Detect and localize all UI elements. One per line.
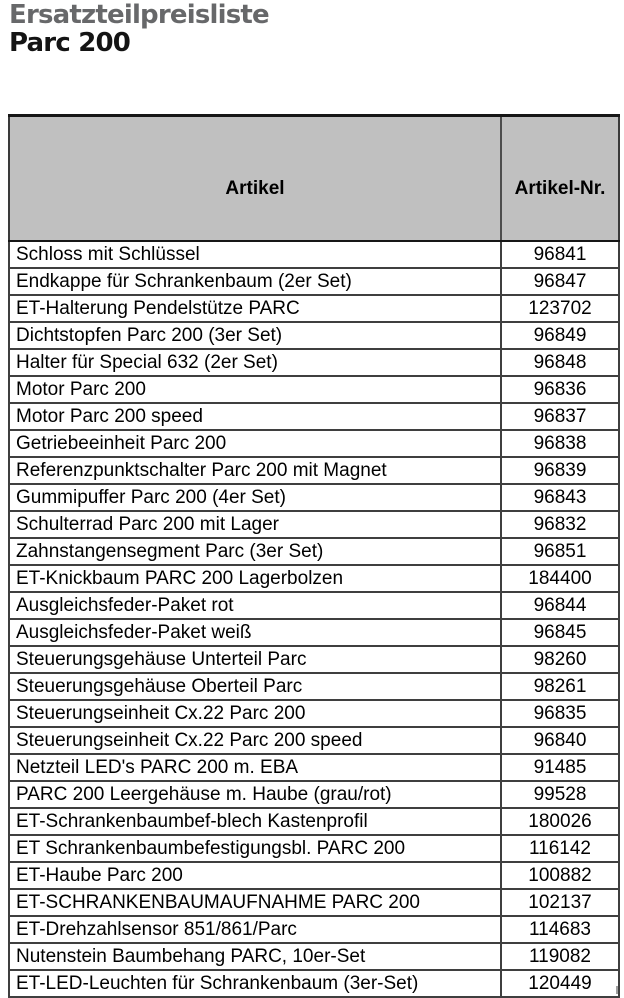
table-row bbox=[9, 916, 619, 943]
artikel-nr-cell: 96847 bbox=[501, 268, 619, 295]
table-header bbox=[9, 116, 619, 242]
artikel-cell: Getriebeeinheit Parc 200 bbox=[9, 430, 501, 457]
artikel-cell: Ausgleichsfeder-Paket rot bbox=[9, 592, 501, 619]
artikel-nr-cell: 96840 bbox=[501, 727, 619, 754]
table-row bbox=[9, 700, 619, 727]
artikel-nr-cell: 96851 bbox=[501, 538, 619, 565]
artikel-cell: ET-Halterung Pendelstütze PARC bbox=[9, 295, 501, 322]
artikel-cell: Steuerungsgehäuse Oberteil Parc bbox=[9, 673, 501, 700]
table-row bbox=[9, 673, 619, 700]
artikel-nr-cell: 96832 bbox=[501, 511, 619, 538]
artikel-cell: Ausgleichsfeder-Paket weiß bbox=[9, 619, 501, 646]
table-row bbox=[9, 322, 619, 349]
page-subtitle: Parc 200 bbox=[9, 28, 131, 58]
table-right-border-cutoff bbox=[616, 986, 618, 994]
artikel-nr-cell: 98260 bbox=[501, 646, 619, 673]
artikel-cell: Dichtstopfen Parc 200 (3er Set) bbox=[9, 322, 501, 349]
artikel-nr-cell: 99528 bbox=[501, 781, 619, 808]
page-title: Ersatzteilpreisliste bbox=[9, 0, 269, 30]
artikel-nr-cell: 98261 bbox=[501, 673, 619, 700]
table-header-row bbox=[9, 116, 619, 242]
artikel-cell: Endkappe für Schrankenbaum (2er Set) bbox=[9, 268, 501, 295]
table-row bbox=[9, 484, 619, 511]
table-row bbox=[9, 835, 619, 862]
artikel-cell: Schloss mit Schlüssel bbox=[9, 241, 501, 268]
artikel-nr-cell: 100882 bbox=[501, 862, 619, 889]
artikel-nr-cell: 116142 bbox=[501, 835, 619, 862]
artikel-cell: ET-Schrankenbaumbef-blech Kastenprofil bbox=[9, 808, 501, 835]
artikel-nr-cell: 114683 bbox=[501, 916, 619, 943]
price-table bbox=[8, 114, 620, 998]
artikel-cell: Gummipuffer Parc 200 (4er Set) bbox=[9, 484, 501, 511]
artikel-nr-cell: 96841 bbox=[501, 241, 619, 268]
table-row bbox=[9, 241, 619, 268]
artikel-cell: Steuerungseinheit Cx.22 Parc 200 speed bbox=[9, 727, 501, 754]
table-row bbox=[9, 619, 619, 646]
table-row bbox=[9, 295, 619, 322]
artikel-cell: PARC 200 Leergehäuse m. Haube (grau/rot) bbox=[9, 781, 501, 808]
artikel-cell: Zahnstangensegment Parc (3er Set) bbox=[9, 538, 501, 565]
table-row bbox=[9, 970, 619, 997]
artikel-cell: Nutenstein Baumbehang PARC, 10er-Set bbox=[9, 943, 501, 970]
artikel-nr-cell: 120449 bbox=[501, 970, 619, 997]
table-row bbox=[9, 268, 619, 295]
artikel-nr-cell: 180026 bbox=[501, 808, 619, 835]
artikel-cell: ET-Drehzahlsensor 851/861/Parc bbox=[9, 916, 501, 943]
table-row bbox=[9, 727, 619, 754]
artikel-cell: Steuerungseinheit Cx.22 Parc 200 bbox=[9, 700, 501, 727]
artikel-cell: ET-Knickbaum PARC 200 Lagerbolzen bbox=[9, 565, 501, 592]
table-row bbox=[9, 565, 619, 592]
artikel-nr-cell: 102137 bbox=[501, 889, 619, 916]
artikel-cell: Referenzpunktschalter Parc 200 mit Magnet bbox=[9, 457, 501, 484]
table-row bbox=[9, 592, 619, 619]
table-row bbox=[9, 349, 619, 376]
artikel-nr-cell: 96835 bbox=[501, 700, 619, 727]
artikel-cell: ET-Haube Parc 200 bbox=[9, 862, 501, 889]
artikel-nr-cell: 96848 bbox=[501, 349, 619, 376]
table-row bbox=[9, 376, 619, 403]
col-header-artikel-nr: Artikel-Nr. bbox=[501, 116, 619, 242]
artikel-nr-cell: 119082 bbox=[501, 943, 619, 970]
artikel-nr-cell: 96837 bbox=[501, 403, 619, 430]
artikel-cell: Netzteil LED's PARC 200 m. EBA bbox=[9, 754, 501, 781]
artikel-nr-cell: 96849 bbox=[501, 322, 619, 349]
table-row bbox=[9, 511, 619, 538]
table-row bbox=[9, 808, 619, 835]
artikel-cell: ET Schrankenbaumbefestigungsbl. PARC 200 bbox=[9, 835, 501, 862]
artikel-nr-cell: 123702 bbox=[501, 295, 619, 322]
table-row bbox=[9, 889, 619, 916]
table-left-border-cutoff bbox=[8, 986, 10, 994]
table-row bbox=[9, 862, 619, 889]
artikel-nr-cell: 96838 bbox=[501, 430, 619, 457]
artikel-nr-cell: 91485 bbox=[501, 754, 619, 781]
table-divider-cutoff bbox=[500, 986, 502, 994]
artikel-cell: ET-LED-Leuchten für Schrankenbaum (3er-Set) bbox=[9, 970, 501, 997]
table-body bbox=[9, 241, 619, 997]
artikel-cell: Halter für Special 632 (2er Set) bbox=[9, 349, 501, 376]
table-row bbox=[9, 646, 619, 673]
artikel-cell: ET-SCHRANKENBAUMAUFNAHME PARC 200 bbox=[9, 889, 501, 916]
artikel-nr-cell: 96844 bbox=[501, 592, 619, 619]
col-header-artikel: Artikel bbox=[9, 116, 501, 242]
table-row bbox=[9, 943, 619, 970]
table-row bbox=[9, 538, 619, 565]
table-row bbox=[9, 403, 619, 430]
artikel-cell: Motor Parc 200 speed bbox=[9, 403, 501, 430]
table-row bbox=[9, 754, 619, 781]
artikel-nr-cell: 96839 bbox=[501, 457, 619, 484]
artikel-nr-cell: 96836 bbox=[501, 376, 619, 403]
artikel-cell: Steuerungsgehäuse Unterteil Parc bbox=[9, 646, 501, 673]
table-row bbox=[9, 781, 619, 808]
artikel-nr-cell: 96843 bbox=[501, 484, 619, 511]
table-row bbox=[9, 430, 619, 457]
artikel-cell: Schulterrad Parc 200 mit Lager bbox=[9, 511, 501, 538]
artikel-cell: Motor Parc 200 bbox=[9, 376, 501, 403]
artikel-nr-cell: 184400 bbox=[501, 565, 619, 592]
table-row bbox=[9, 457, 619, 484]
artikel-nr-cell: 96845 bbox=[501, 619, 619, 646]
